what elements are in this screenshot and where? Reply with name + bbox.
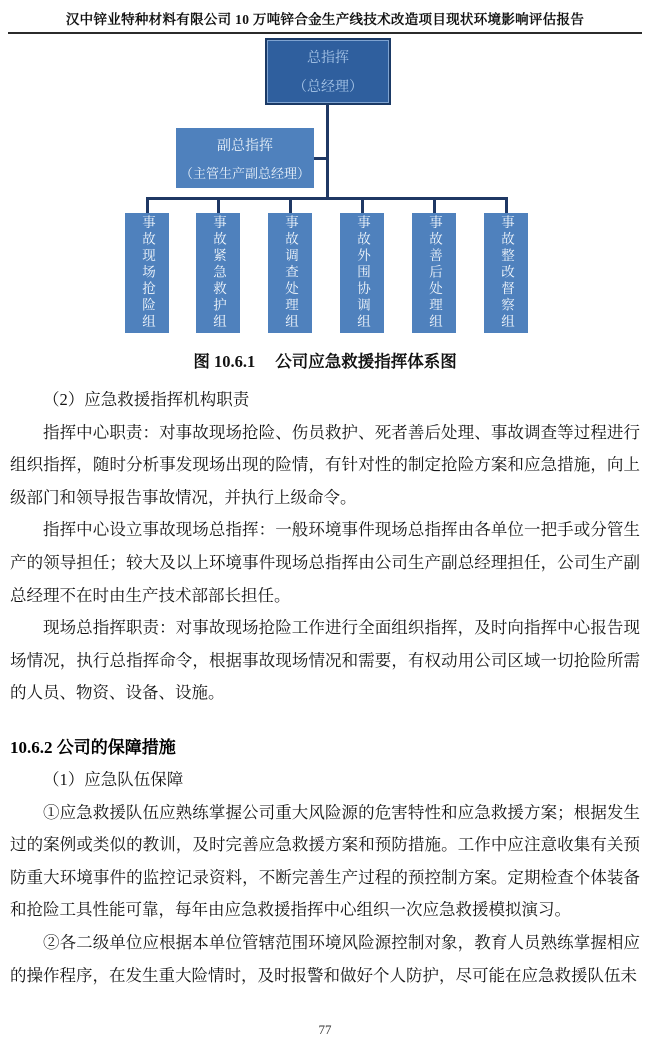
figure-number: 图 10.6.1 (193, 352, 256, 371)
org-box-group-6: 事故整改督察组 (484, 213, 528, 333)
connector-stub-1 (146, 197, 149, 213)
connector-stub-4 (361, 197, 364, 213)
commander-title: 总指挥 (307, 49, 349, 65)
header-title: 汉中锌业特种材料有限公司 10 万吨锌合金生产线技术改造项目现状环境影响评估报告 (65, 12, 585, 27)
org-box-deputy (176, 128, 314, 188)
org-box-group-1: 事故现场抢险组 (125, 213, 169, 333)
body-text (10, 384, 640, 992)
connector-vertical-main (326, 105, 329, 199)
page-header (8, 8, 642, 34)
connector-stub-3 (289, 197, 292, 213)
org-box-group-4: 事故外围协调组 (340, 213, 384, 333)
connector-stub-5 (433, 197, 436, 213)
paragraph-item-2: ②各二级单位应根据本单位管辖范围环境风险源控制对象，教育人员熟练掌握相应的操作程序，在发生重大险情时，及时报警和做好个人防护，尽可能在应急救援队伍未 (10, 932, 640, 985)
paragraph-command-duty: 指挥中心职责：对事故现场抢险、伤员救护、死者善后处理、事故调查等过程进行组织指挥，随时分析事发现场出现的险情，有针对性的制定抢险方案和应急措施，向上级部门和领导报告事故情况，并执行上级命令。 (10, 422, 640, 507)
org-box-group-3: 事故调查处理组 (268, 213, 312, 333)
deputy-title: 副总指挥 (217, 136, 273, 153)
connector-deputy (314, 157, 328, 160)
paragraph-site-duty: 现场总指挥职责：对事故现场抢险工作进行全面组织指挥，及时向指挥中心报告现场情况，执行总指挥命令，根据事故现场情况和需要，有权动用公司区域一切抢险所需的人员、物资、设备、设施。 (10, 618, 640, 703)
paragraph-item-1: ①应急救援队伍应熟练掌握公司重大风险源的危害特性和应急救援方案；根据发生过的案例或类似的教训，及时完善应急救援方案和预防措施。工作中应注意收集有关预防重大环境事件的监控记录资料，不断完善生产过程的预控制方案。定期检查个体装备和抢险工具性能可靠，每年由应急救援指挥中心组织一次应急救援模拟演习。 (10, 802, 640, 920)
org-chart (0, 32, 650, 345)
figure-title: 公司应急救援指挥体系图 (275, 352, 457, 371)
org-box-group-2: 事故紧急救护组 (196, 213, 240, 333)
paragraph-team-guarantee: （1）应急队伍保障 (43, 769, 184, 789)
org-box-group-5: 事故善后处理组 (412, 213, 456, 333)
connector-stub-6 (505, 197, 508, 213)
org-box-commander (265, 38, 391, 105)
page-number: 77 (318, 1022, 332, 1037)
paragraph-site-commander: 指挥中心设立事故现场总指挥：一般环境事件现场总指挥由各单位一把手或分管生产的领导担任；较大及以上环境事件现场总指挥由公司生产副总经理担任，公司生产副总经理不在时由生产技术部部长担任。 (10, 520, 640, 605)
connector-stub-2 (217, 197, 220, 213)
deputy-subtitle: （主管生产副总经理） (179, 165, 310, 181)
section-heading: 10.6.2 公司的保障措施 (10, 737, 176, 757)
commander-subtitle: （总经理） (293, 78, 363, 94)
paragraph-intro: （2）应急救援指挥机构职责 (43, 390, 250, 409)
connector-horizontal (146, 197, 508, 200)
figure-caption (0, 348, 650, 372)
